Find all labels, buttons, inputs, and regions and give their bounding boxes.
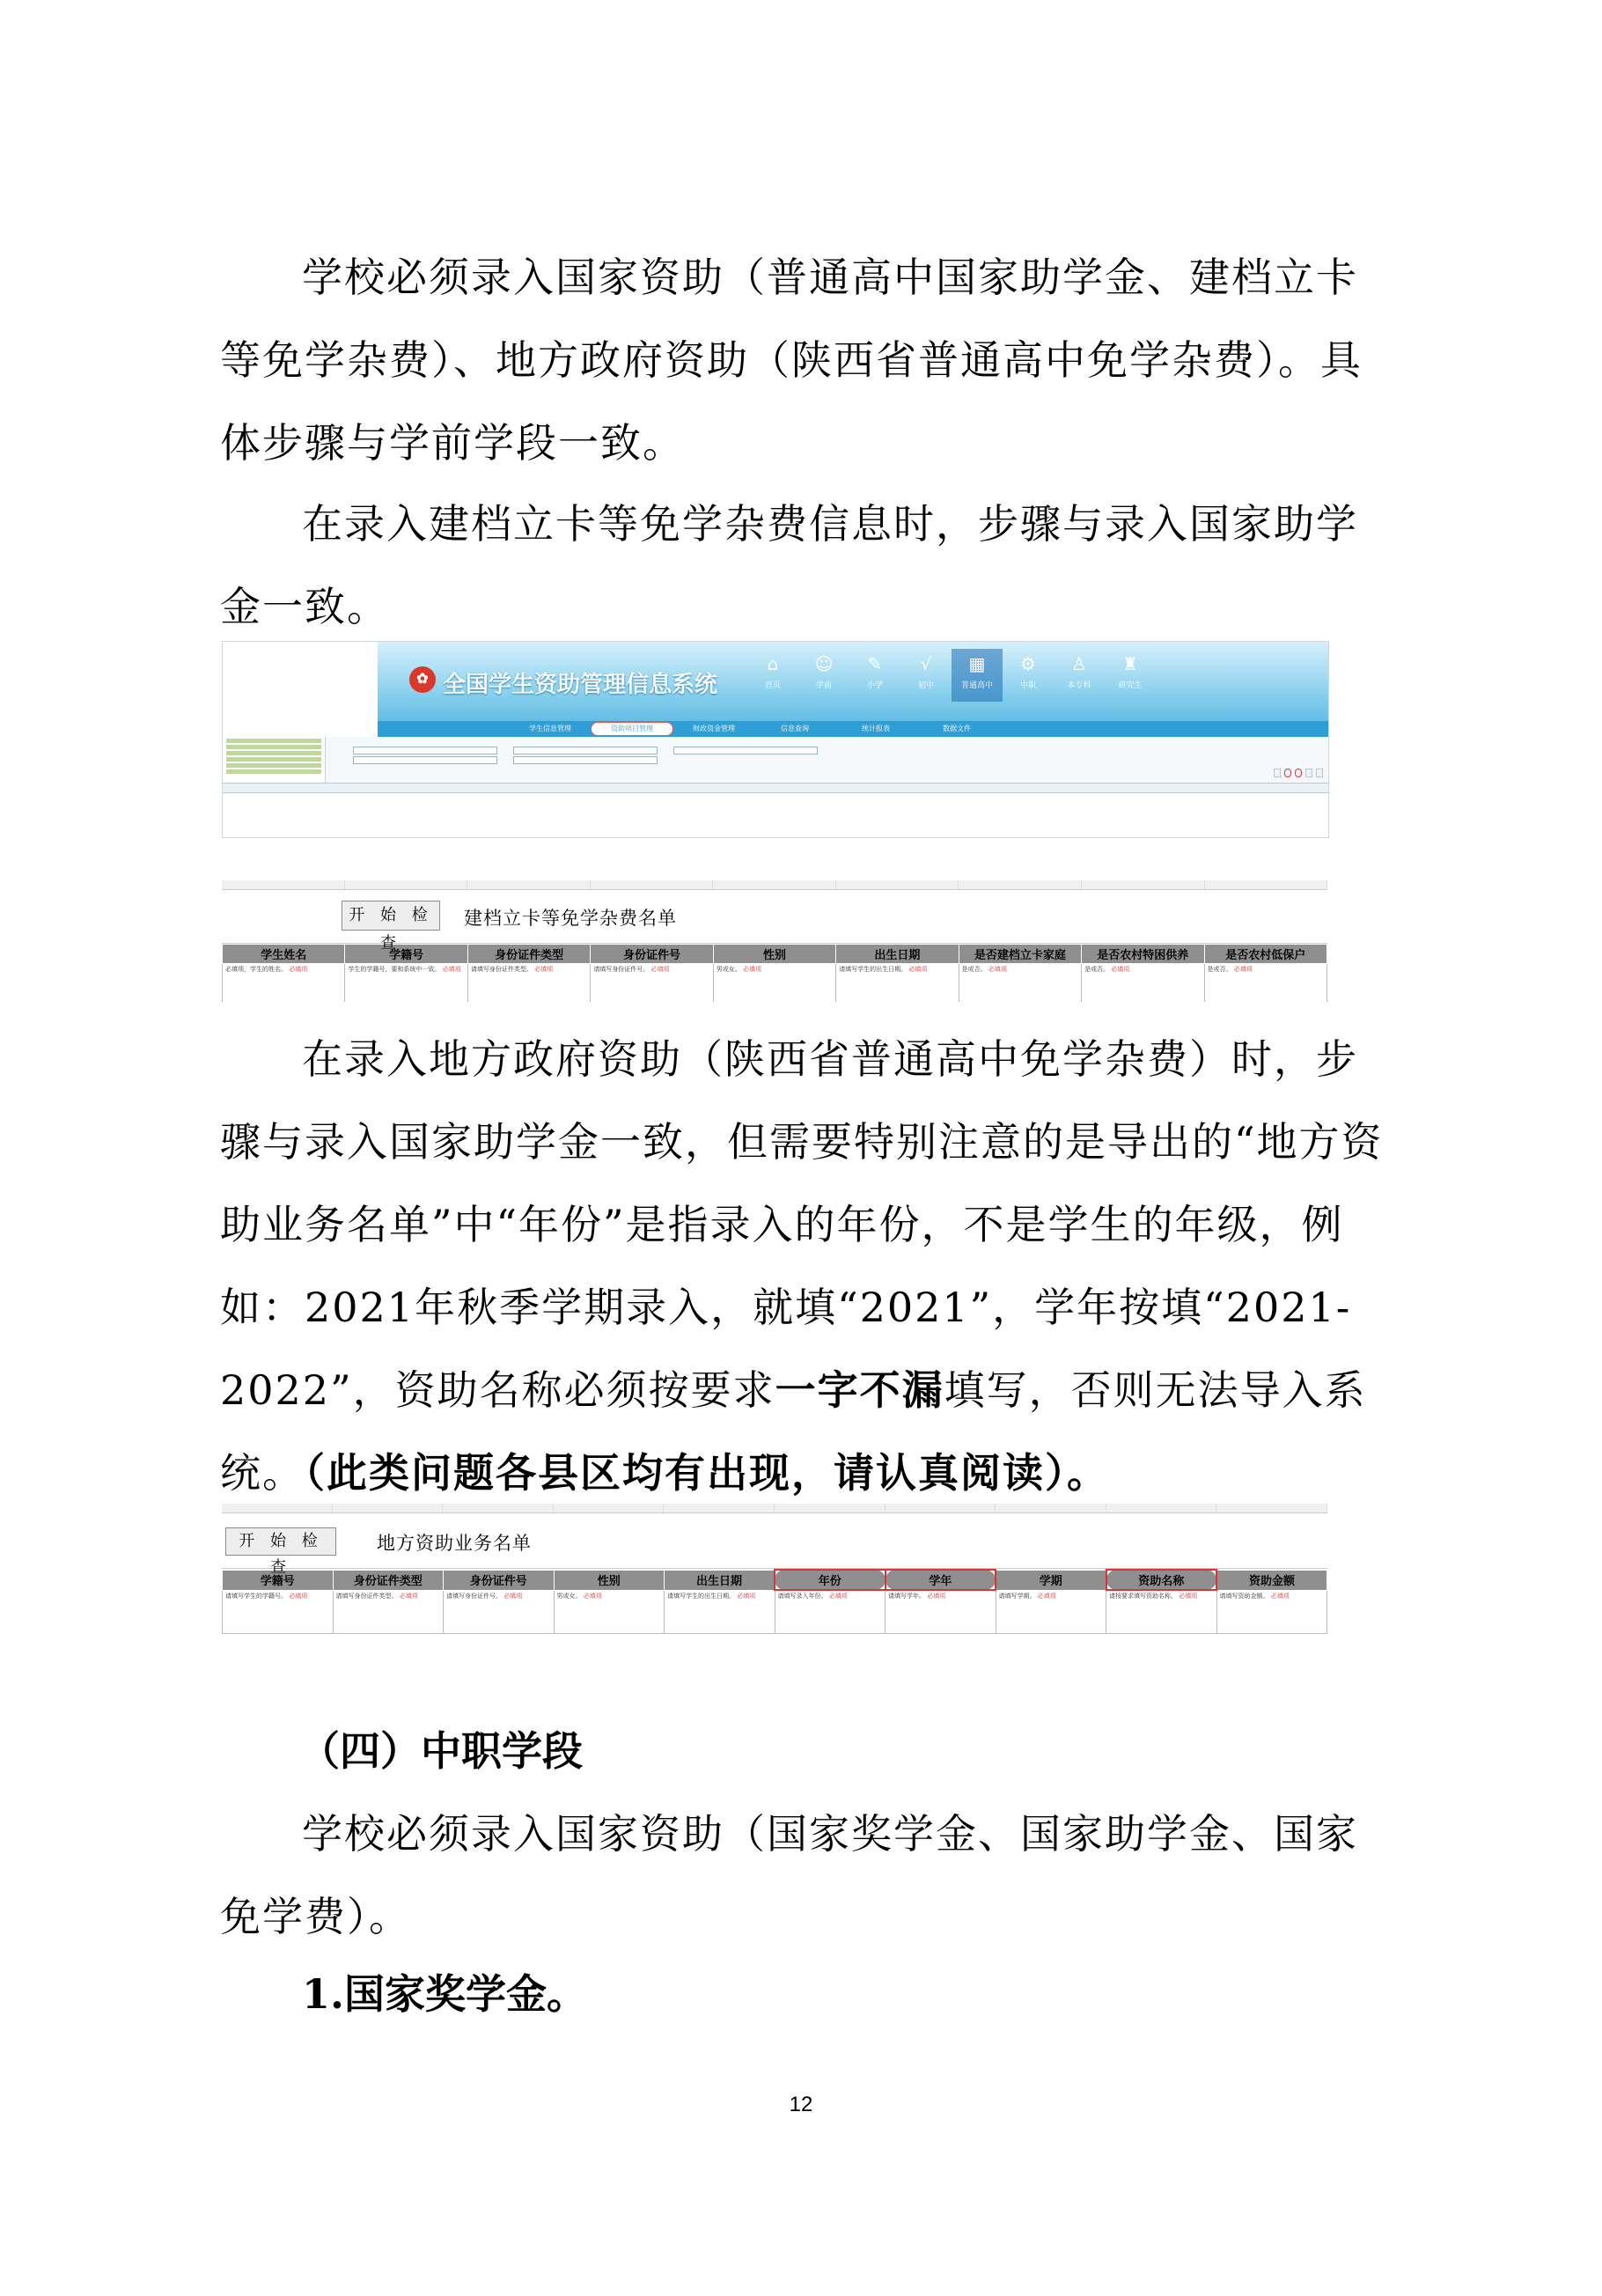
header-cell: 性别: [713, 945, 835, 964]
top-nav: [747, 649, 1156, 702]
nav-home[interactable]: ⌂ 首页: [747, 649, 798, 702]
header-cell: 是否建档立卡家庭: [959, 945, 1081, 964]
header-cell: 是否农村特困供养: [1082, 945, 1204, 964]
paragraph-4: 学校必须录入国家资助（国家奖学金、国家助学金、国家免学费）。: [220, 1810, 1358, 1940]
system-title: 全国学生资助管理信息系统: [443, 672, 718, 698]
graduate-icon: ♜: [1122, 653, 1138, 674]
person-icon: ♙: [1071, 653, 1087, 674]
table-row: 必填项，学生的姓名。 必填项 学生的学籍号，要和系统中一致。 必填项 请填写身份证件类型。 必填项 请填写身份证件号。 必填项 男或女。 必填项 请填写学生的出生日期。 必填项 是或否。 必填项 是或否。 必填项 是或否。 必填项: [223, 964, 1327, 1003]
result-grid-header: [223, 783, 1328, 793]
start-check-button[interactable]: 开 始 检 查: [225, 1527, 336, 1556]
nav-graduate[interactable]: ♜ 研究生: [1105, 649, 1156, 702]
junior-icon: √: [920, 653, 932, 674]
item-heading: 1.国家奖学金。: [302, 1970, 588, 2018]
header-cell: 资助金额: [1216, 1570, 1327, 1590]
sheet-title: 地方资助业务名单: [377, 1533, 532, 1554]
school-year-field[interactable]: [513, 747, 658, 754]
header-cell: 学籍号: [345, 945, 467, 964]
term-field[interactable]: [673, 747, 818, 754]
paragraph-1: 学校必须录入国家资助（普通高中国家助学金、建档立卡等免学杂费）、地方政府资助（陕西省普通高中免学杂费）。具体步骤与学前学段一致。: [220, 254, 1363, 467]
header-cell: 身份证件号: [444, 1570, 555, 1590]
header-cell: 学籍号: [223, 1570, 334, 1590]
batch-import-button[interactable]: [1295, 769, 1302, 777]
toolbar: [1274, 769, 1323, 777]
column-strip: [222, 1504, 1327, 1513]
header-cell: 出生日期: [665, 1570, 775, 1590]
sub-nav-query[interactable]: 信息查询: [781, 725, 809, 732]
header-cell: 是否农村低保户: [1204, 945, 1327, 964]
gear-icon: ⚙: [1020, 653, 1036, 674]
toolbar-button[interactable]: [1305, 769, 1312, 777]
nav-undergrad[interactable]: ♙ 本专科: [1054, 649, 1105, 702]
sheet-title: 建档立卡等免学杂费名单: [464, 908, 677, 929]
app-body: [223, 737, 1328, 783]
sub-nav-files[interactable]: 数据文件: [943, 725, 971, 732]
page-number: 12: [789, 2093, 813, 2116]
header-cell-school-year: 学年: [886, 1570, 996, 1590]
sub-nav: [378, 721, 1328, 737]
work-area: [327, 737, 1328, 783]
sub-nav-aid-project[interactable]: 资助项目管理: [591, 722, 673, 736]
nav-primary[interactable]: ✎ 小学: [849, 649, 900, 702]
year-field[interactable]: [353, 747, 497, 754]
sub-nav-student-info[interactable]: 学生信息管理: [529, 725, 571, 732]
header-cell-year: 年份: [775, 1570, 886, 1590]
paragraph-2: 在录入建档立卡等免学杂费信息时，步骤与录入国家助学金一致。: [220, 500, 1358, 630]
system-banner: [378, 642, 1328, 721]
home-icon: ⌂: [767, 653, 779, 674]
sub-nav-finance[interactable]: 财政资金管理: [693, 725, 735, 732]
excel-sheet-2: [222, 1504, 1327, 1671]
nav-preschool[interactable]: ☺ 学前: [798, 649, 849, 702]
header-cell: 身份证件类型: [467, 945, 590, 964]
start-check-button[interactable]: 开 始 检 查: [342, 901, 440, 931]
column-strip: [222, 880, 1327, 890]
name-field[interactable]: [353, 756, 497, 764]
filter-row-2: [327, 755, 1328, 765]
sub-nav-report[interactable]: 统计报表: [862, 725, 890, 732]
filter-row-1: [327, 746, 1328, 755]
section-heading: （四）中职学段: [299, 1727, 583, 1775]
header-cell: 身份证件类型: [333, 1570, 444, 1590]
nav-junior[interactable]: √ 初中: [900, 649, 952, 702]
header-cell: 学生姓名: [223, 945, 345, 964]
toolbar-button[interactable]: [1274, 769, 1281, 777]
senior-icon: ▦: [968, 653, 986, 674]
system-logo: ✿: [409, 666, 436, 693]
primary-icon: ✎: [867, 653, 883, 674]
id-field[interactable]: [513, 756, 658, 764]
header-cell-aid-name: 资助名称: [1106, 1570, 1217, 1590]
sheet2-table: [222, 1569, 1327, 1634]
excel-sheet-1: [222, 880, 1327, 1002]
header-cell: 学期: [996, 1570, 1106, 1590]
toolbar-button[interactable]: [1316, 769, 1323, 777]
download-template-button[interactable]: [1284, 769, 1291, 777]
paragraph-3: 在录入地方政府资助（陕西省普通高中免学杂费）时，步骤与录入国家助学金一致，但需要特别注意的是导出的“地方资助业务名单”中“年份”是指录入的年份，不是学生的年级，例如：2021年秋季学期录入，就填“2021”，学年按填“2021-2022”，资助名称必须按要求一字不漏填写，否则无法导入系统。（此类问题各县区均有出现，请认真阅读）。: [220, 1035, 1384, 1497]
system-screenshot: [222, 641, 1329, 838]
nav-tree: [223, 737, 326, 783]
nav-senior[interactable]: ▦ 普通高中: [952, 649, 1003, 702]
breadcrumb: [327, 737, 1328, 746]
table-row: 请填写学生的学籍号。 必填项 请填写身份证件类型。 必填项 请填写身份证件号。 必填项 男或女。 必填项 请填写学生的出生日期。 必填项 请填写录入年份。 必填项 请填写学年。 必填项 请填写学期。 必填项 请按要求填写资助名称。 必填项 请填写资助金额。 必填项: [223, 1590, 1327, 1634]
preschool-icon: ☺: [814, 653, 834, 674]
nav-vocational[interactable]: ⚙ 中职: [1003, 649, 1054, 702]
header-cell: 性别: [554, 1570, 665, 1590]
header-cell: 出生日期: [836, 945, 959, 964]
header-cell: 身份证件号: [591, 945, 713, 964]
